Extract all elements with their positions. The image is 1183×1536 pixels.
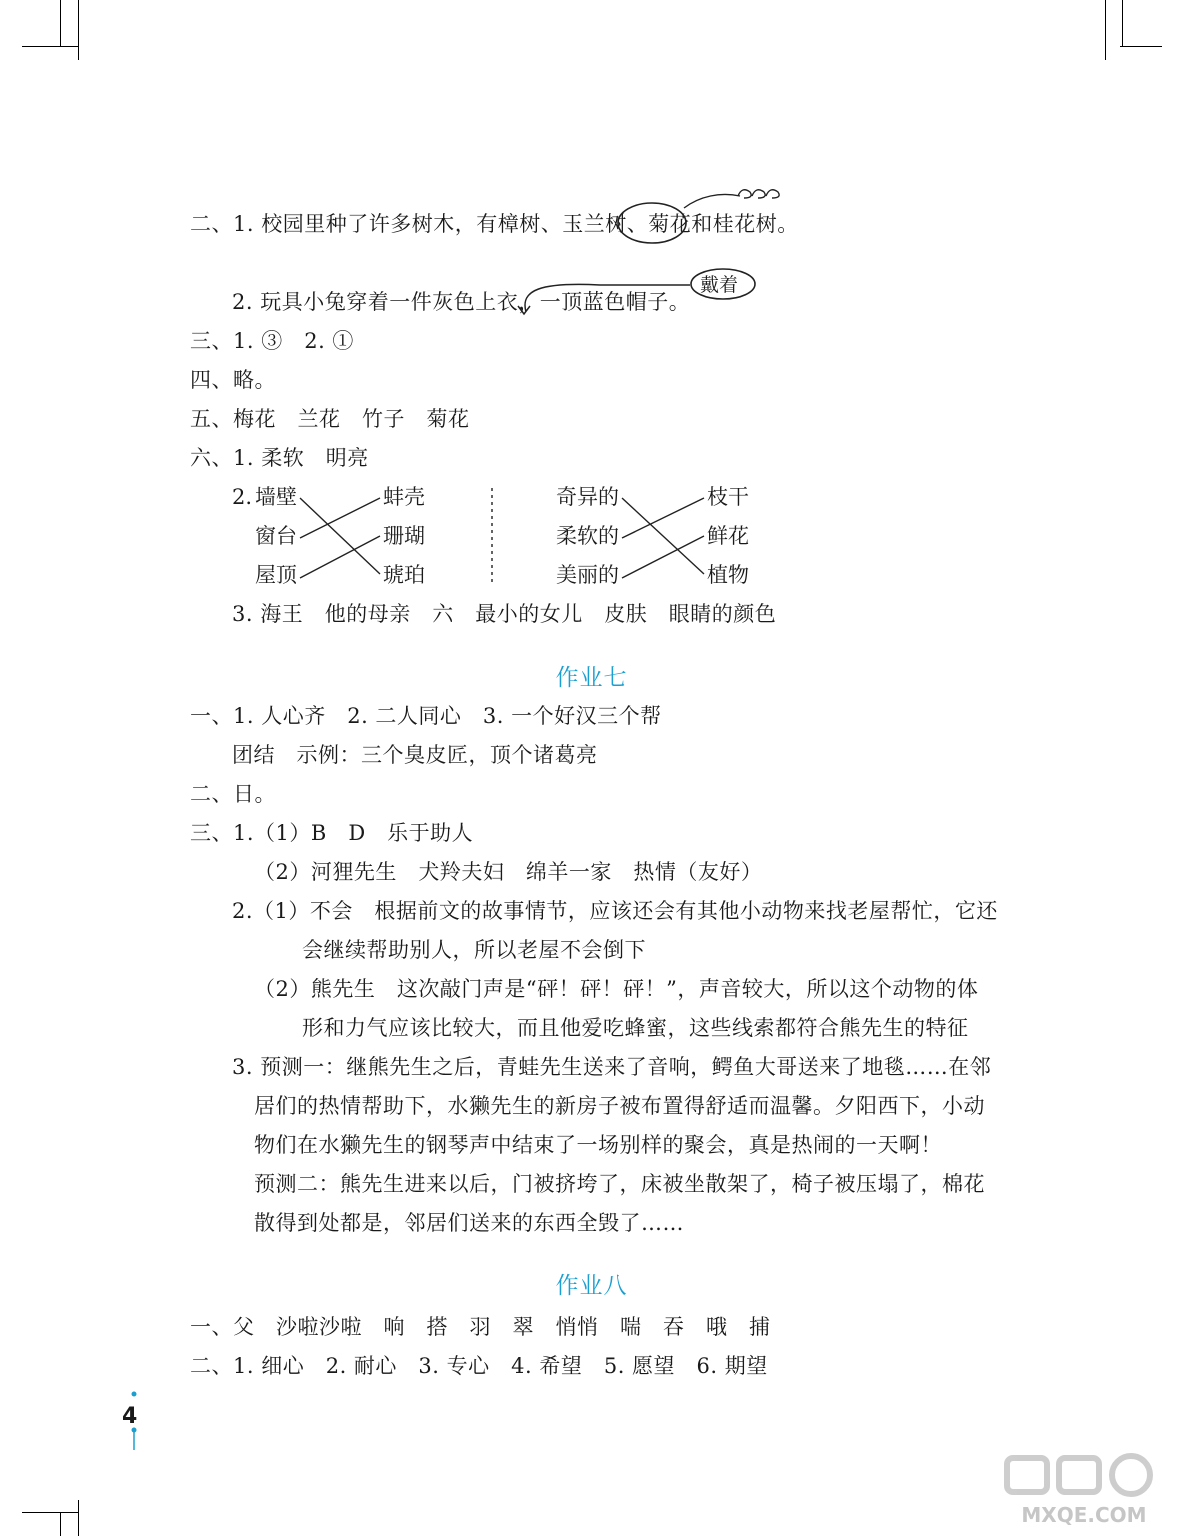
- match-left-a-1: 墙壁: [255, 485, 297, 509]
- hw7-line-10: 3. 预测一：继熊先生之后，青蛙先生送来了音响，鳄鱼大哥送来了地毯……在邻: [232, 1055, 992, 1079]
- hw8-line-2: 二、1. 细心 2. 耐心 3. 专心 4. 希望 5. 愿望 6. 期望: [190, 1354, 768, 1378]
- match-left-b-2: 珊瑚: [383, 524, 425, 548]
- correction-word: 戴着: [700, 274, 739, 296]
- answer-line-2-1: 二、1. 校园里种了许多树木，有樟树、玉兰树、菊花和桂花树。: [190, 212, 799, 236]
- hw7-line-1: 一、1. 人心齐 2. 二人同心 3. 一个好汉三个帮: [190, 704, 662, 728]
- hw7-line-11: 居们的热情帮助下，水獭先生的新房子被布置得舒适而温馨。夕阳西下，小动: [254, 1094, 985, 1118]
- crop-mark-top-right-h: [1120, 46, 1162, 47]
- answer-line-6-3: 3. 海王 他的母亲 六 最小的女儿 皮肤 眼睛的颜色: [232, 602, 777, 626]
- crop-mark-top-right-v: [1122, 0, 1123, 46]
- svg-text:MXQE.COM: MXQE.COM: [1021, 1503, 1147, 1527]
- crop-mark-top-left-v2: [78, 0, 79, 60]
- homework7-title: 作业七: [555, 665, 628, 691]
- hw7-line-7: 会继续帮助别人，所以老屋不会倒下: [302, 938, 646, 962]
- hw7-line-3: 二、日。: [190, 782, 276, 806]
- match-right-b-2: 鲜花: [707, 524, 749, 548]
- crop-mark-bottom-left-v2: [78, 1500, 79, 1536]
- match-line-wuding-shanhu: [300, 536, 380, 578]
- match-right-b-1: 枝干: [707, 485, 749, 509]
- match-left-a-2: 窗台: [255, 524, 297, 548]
- match-left-a-3: 屋顶: [255, 563, 297, 587]
- match-line-chuangtai-bangke: [300, 498, 380, 538]
- answer-line-5: 五、梅花 兰花 竹子 菊花: [190, 407, 470, 431]
- answer-line-4: 四、略。: [190, 368, 276, 392]
- hw7-line-14: 散得到处都是，邻居们送来的东西全毁了……: [254, 1211, 684, 1235]
- match-line-qiangbi-hupo: [300, 498, 380, 574]
- hw7-line-2: 团结 示例：三个臭皮匠，顶个诸葛亮: [232, 743, 598, 767]
- crop-mark-bottom-left-v: [60, 1512, 61, 1536]
- match-right-a-1: 奇异的: [556, 485, 619, 509]
- answer-line-6-1: 六、1. 柔软 明亮: [190, 446, 369, 470]
- answer-line-3: 三、1. ③ 2. ①: [190, 329, 354, 353]
- crop-mark-top-left-v: [60, 0, 61, 46]
- hw7-line-9: 形和力气应该比较大，而且他爱吃蜂蜜，这些线索都符合熊先生的特征: [302, 1016, 969, 1040]
- match-right-a-3: 美丽的: [556, 563, 619, 587]
- answer-line-2-2: 2. 玩具小兔穿着一件灰色上衣，一顶蓝色帽子。: [232, 290, 691, 314]
- hw7-line-4: 三、1.（1）B D 乐于助人: [190, 821, 474, 845]
- match-line-meili-xianhua: [622, 536, 704, 578]
- page-number: 4: [122, 1404, 138, 1429]
- crop-mark-top-right-v2: [1105, 0, 1106, 60]
- match-left-b-1: 蚌壳: [383, 485, 425, 509]
- hw7-line-8: （2）熊先生 这次敲门声是“砰！砰！砰！”，声音较大，所以这个动物的体: [254, 977, 979, 1001]
- hw7-line-6: 2.（1）不会 根据前文的故事情节，应该还会有其他小动物来找老屋帮忙，它还: [232, 899, 998, 923]
- match-prefix: 2.: [232, 485, 253, 509]
- hw7-line-5: （2）河狸先生 犬羚夫妇 绵羊一家 热情（友好）: [254, 860, 763, 884]
- deletion-loop-marks: [684, 190, 779, 208]
- homework8-title: 作业八: [555, 1273, 628, 1299]
- match-left-b-3: 琥珀: [383, 563, 425, 587]
- crop-mark-top-left-h: [22, 46, 78, 47]
- match-right-b-3: 植物: [707, 563, 749, 587]
- crop-mark-bottom-left-h: [22, 1512, 78, 1513]
- match-line-rouruan-zhigan: [622, 498, 704, 538]
- match-right-a-2: 柔软的: [556, 524, 619, 548]
- hw8-line-1: 一、父 沙啦沙啦 响 搭 羽 翠 悄悄 喘 吞 哦 捕: [190, 1315, 771, 1339]
- hw7-line-13: 预测二：熊先生进来以后，门被挤垮了，床被坐散架了，椅子被压塌了，棉花: [254, 1172, 985, 1196]
- hw7-line-12: 物们在水獭先生的钢琴声中结束了一场别样的聚会，真是热闹的一天啊！: [254, 1133, 942, 1157]
- match-line-qiyi-zhiwu: [622, 498, 704, 574]
- watermark-logo: [999, 1450, 1169, 1530]
